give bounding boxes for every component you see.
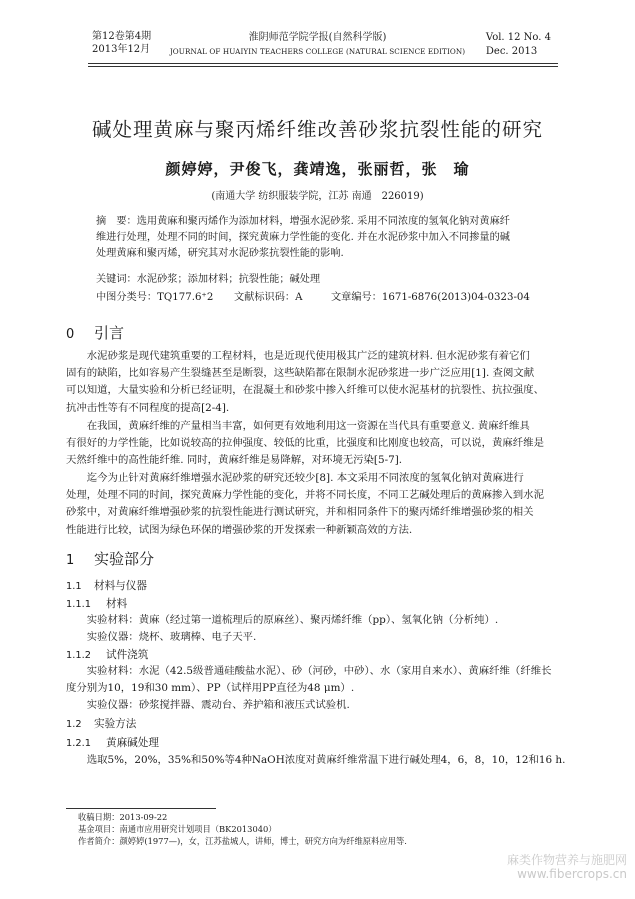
- received-date: 收稿日期：2013-09-22: [78, 812, 168, 822]
- subsection-number: 1.1.1: [66, 599, 91, 610]
- issue-date: 2013年12月: [92, 44, 151, 55]
- instruments-line: 实验仪器：砂浆搅拌器、震动台、养护箱和液压式试验机.: [66, 699, 350, 711]
- volume-date: Dec. 2013: [485, 46, 538, 57]
- abstract: [96, 214, 551, 262]
- paragraph-line: 迄今为止针对黄麻纤维增强水泥砂浆的研究还较少[8]. 本文采用不同浓度的氢氧化钠对黄麻进行: [66, 472, 524, 484]
- subsection-title: 材料与仪器: [94, 580, 147, 592]
- intro-paragraph-2: [66, 418, 571, 470]
- paper-title: 碱处理黄麻与聚丙烯纤维改善砂浆抗裂性能的研究: [91, 118, 543, 141]
- volume-number: Vol. 12 No. 4: [485, 32, 551, 43]
- subsection-title: 实验方法: [94, 718, 137, 730]
- section-number: 1: [66, 553, 75, 568]
- subsection-title: 黄麻碱处理: [106, 737, 159, 749]
- paragraph-line: 固有的缺陷，比如容易产生裂缝甚至是断裂，这些缺陷都在限制水泥砂浆进一步广泛应用[1]. 查阅文献: [66, 367, 535, 380]
- subsection-number: 1.1: [66, 581, 82, 592]
- abstract-line: 维进行处理，处理不同的时间，探究黄麻力学性能的变化. 并在水泥砂浆中加入不同掺量的碱: [96, 232, 510, 243]
- footnote: [78, 811, 407, 847]
- subsection-number: 1.1.2: [66, 650, 91, 661]
- paragraph-line: 天然纤维中的高性能纤维. 同时，黄麻纤维是易降解，对环境无污染[5-7].: [66, 454, 403, 467]
- abstract-line: 处理黄麻和聚丙烯，研究其对水泥砂浆抗裂性能的影响.: [96, 248, 344, 259]
- paragraph-line: 水泥砂浆是现代建筑重要的工程材料，也是近现代使用极其广泛的建筑材料. 但水泥砂浆有着它们: [66, 350, 530, 362]
- keywords: 关键词：水泥砂浆；添加材料；抗裂性能；碱处理: [96, 274, 321, 285]
- paragraph-line: 处理，处理不同的时间，探究黄麻力学性能的变化，并将不同长度，不同工艺碱处理后的黄麻掺入到水泥: [66, 489, 544, 502]
- materials-list-2: [66, 663, 571, 714]
- materials-line: 实验材料：黄麻（经过第一道梳理后的原麻丝）、聚丙烯纤维（pp）、氢氧化钠（分析纯）.: [66, 614, 499, 626]
- watermark: [507, 853, 627, 881]
- watermark-url: www.fibercrops.cn: [517, 867, 627, 881]
- intro-paragraph-3: [66, 470, 571, 539]
- journal-name-cn: 淮阴师范学院学报(自然科学版): [248, 32, 387, 43]
- instruments-line: 实验仪器：烧杯、玻璃棒、电子天平.: [66, 631, 257, 643]
- section-heading-intro: [66, 322, 124, 343]
- section-title: 引言: [94, 324, 125, 342]
- watermark-name: 麻类作物营养与施肥网: [506, 853, 627, 867]
- paragraph-line: 在我国，黄麻纤维的产量相当丰富，如何更有效地利用这一资源在当代具有重要意义. 黄麻纤维具: [66, 420, 530, 432]
- subsection-heading-materials: [66, 578, 147, 593]
- subsection-number: 1.2.1: [66, 738, 91, 749]
- materials-list-1: [66, 612, 571, 646]
- header-rule-secondary: [88, 66, 558, 67]
- author-bio: 作者简介：颜婷婷(1977—)，女，江苏盐城人，讲师，博士，研究方向为纤维原料应用等.: [78, 836, 407, 846]
- subsection-title: 试件浇筑: [106, 649, 149, 661]
- section-title: 实验部分: [94, 550, 155, 568]
- subsection-number: 1.2: [66, 719, 82, 730]
- method-line: 选取5%，20%，35%和50%等4种NaOH浓度对黄麻纤维常温下进行碱处理4，6，8，10，12和16 h.: [66, 754, 566, 766]
- subsection-title: 材料: [106, 598, 128, 610]
- section-heading-experiment: [66, 548, 154, 569]
- header-rule: [88, 63, 558, 64]
- materials-line: 度分别为10，19和30 mm）、PP（试样用PP直径为48 μm）.: [66, 682, 355, 694]
- paper-authors: 颜婷婷，尹俊飞，龚靖逸，张丽哲，张 瑜: [165, 160, 470, 178]
- subsection-heading-method: [66, 716, 136, 731]
- issue-volume: 第12卷第4期: [92, 31, 152, 42]
- method-text: [66, 752, 571, 769]
- paragraph-line: 可以知道，大量实验和分析已经证明，在混凝土和砂浆中掺入纤维可以使水泥基材的抗裂性、抗拉强度、: [66, 384, 544, 397]
- subsection-heading-raw-materials: [66, 596, 127, 611]
- footnote-rule: [66, 808, 216, 809]
- author-affiliation: (南通大学 纺织服装学院，江苏 南通 226019): [211, 191, 424, 202]
- paragraph-line: 砂浆中，对黄麻纤维增强砂浆的抗裂性能进行测试研究，并和相同条件下的聚丙烯纤维增强砂浆的相关: [66, 506, 534, 519]
- paragraph-line: 性能进行比较，试图为绿色环保的增强砂浆的开发探索一种新颖高效的方法.: [66, 523, 413, 536]
- abstract-line: 摘 要：选用黄麻和聚丙烯作为添加材料，增强水泥砂浆. 采用不同浓度的氢氧化钠对黄麻纤: [96, 216, 510, 227]
- subsection-heading-casting: [66, 647, 148, 662]
- paragraph-line: 有很好的力学性能，比如说较高的拉伸强度、较低的比重，比强度和比刚度也较高，可以说，黄麻纤维是: [66, 437, 544, 450]
- intro-paragraph-1: [66, 348, 571, 417]
- article-number: 文章编号：1671-6876(2013)04-0323-04: [331, 292, 530, 303]
- document-code: 文献标识码：A: [234, 292, 303, 303]
- volume-info: [486, 31, 551, 59]
- journal-name-en: JOURNAL OF HUAIYIN TEACHERS COLLEGE (NATURAL SCIENCE EDITION): [169, 47, 466, 56]
- fund-project: 基金项目：南通市应用研究计划项目（BK2013040）: [78, 824, 277, 834]
- subsection-heading-alkali: [66, 735, 159, 750]
- materials-line: 实验材料：水泥（42.5级普通硅酸盐水泥）、砂（河砂，中砂）、水（家用自来水）、黄麻纤维（纤维长: [66, 665, 552, 677]
- clc-number: 中图分类号：TQ177.6⁺2: [96, 292, 214, 303]
- paragraph-line: 抗冲击性等有不同程度的提高[2-4].: [66, 401, 230, 414]
- section-number: 0: [66, 327, 75, 342]
